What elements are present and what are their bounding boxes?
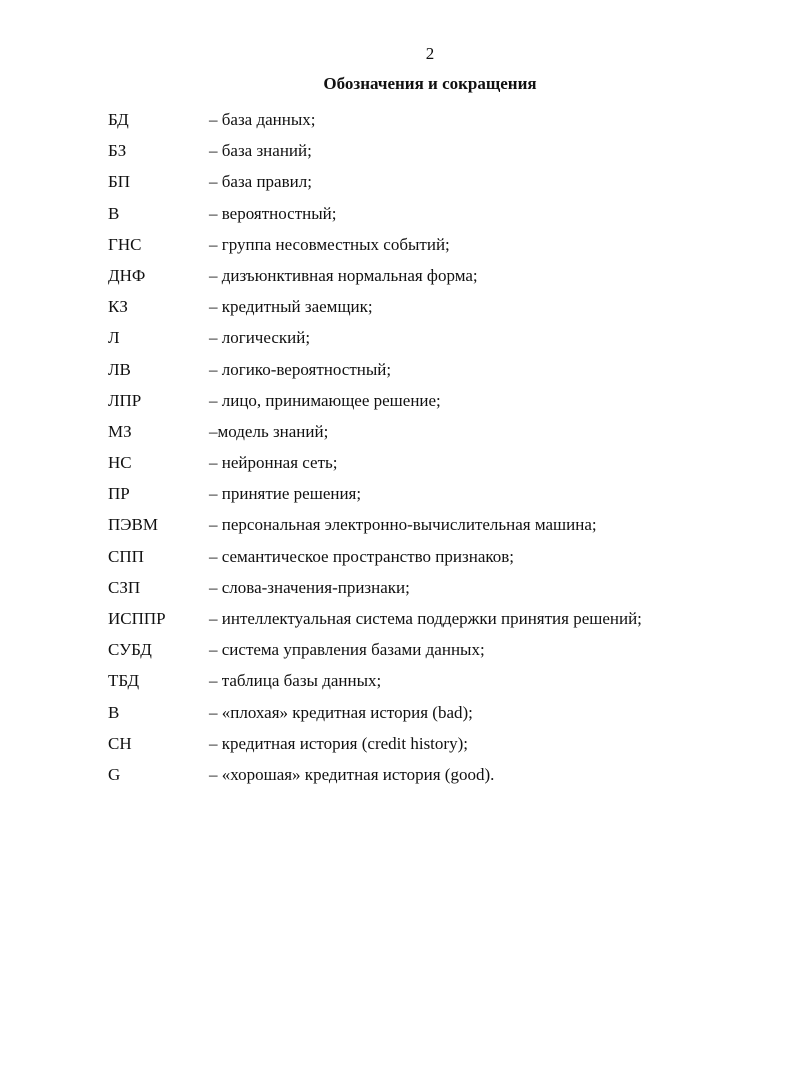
abbreviation-definition: – дизъюнктивная нормальная форма; (209, 265, 478, 285)
abbreviation-definition: – система управления базами данных; (209, 640, 485, 660)
abbreviation-row-spp (0, 541, 792, 572)
abbreviation-term: B (108, 702, 120, 722)
abbreviation-term: БП (108, 172, 131, 192)
abbreviation-row-bp (0, 166, 792, 197)
abbreviation-definition: – лицо, принимающее решение; (209, 390, 441, 410)
abbreviation-row-isppr (0, 603, 792, 634)
abbreviation-definition: –модель знаний; (209, 421, 329, 441)
abbreviation-term: ПЭВМ (108, 515, 158, 535)
abbreviation-term: Л (108, 328, 120, 348)
abbreviation-row-lv (0, 354, 792, 385)
abbreviation-row-lpr (0, 385, 792, 416)
abbreviation-definition: – «плохая» кредитная история (bad); (209, 702, 473, 722)
abbreviation-term: БД (108, 110, 129, 129)
abbreviation-definition: – кредитная история (credit history); (209, 733, 468, 753)
abbreviation-row-b (0, 697, 792, 728)
abbreviation-term: МЗ (108, 421, 132, 441)
abbreviation-term: ЛПР (108, 390, 142, 410)
abbreviation-definition: – логический; (209, 328, 311, 348)
abbreviation-row-mz (0, 416, 792, 447)
abbreviation-definition: – база данных; (209, 110, 316, 129)
abbreviation-term: СПП (108, 546, 144, 566)
abbreviation-row-tbd (0, 665, 792, 696)
abbreviation-term: СУБД (108, 640, 152, 660)
abbreviation-row-subd (0, 634, 792, 665)
abbreviation-term: G (108, 764, 121, 784)
abbreviation-definition: – слова-значения-признаки; (209, 577, 410, 597)
abbreviation-definition: – персональная электронно-вычислительная машина; (209, 515, 597, 535)
abbreviation-definition: – база знаний; (209, 141, 312, 161)
abbreviation-definition: – семантическое пространство признаков; (209, 546, 515, 566)
abbreviation-term: В (108, 203, 120, 223)
abbreviation-term: ТБД (108, 671, 140, 691)
abbreviation-row-bz (0, 135, 792, 166)
abbreviation-term: ПР (108, 484, 130, 504)
abbreviation-term: ГНС (108, 234, 142, 254)
abbreviation-term: БЗ (108, 141, 127, 161)
abbreviation-row-pr (0, 478, 792, 509)
abbreviation-row-bd (0, 104, 792, 135)
abbreviation-row-v (0, 198, 792, 229)
abbreviation-term: CH (108, 733, 132, 753)
abbreviation-definition: – база правил; (209, 172, 312, 192)
abbreviation-list (0, 104, 792, 790)
abbreviation-row-pevm (0, 509, 792, 540)
page-title: Обозначения и сокращения (323, 74, 537, 93)
abbreviation-definition: – нейронная сеть; (209, 453, 338, 473)
abbreviation-definition: – кредитный заемщик; (209, 297, 373, 317)
abbreviation-definition: – логико-вероятностный; (209, 359, 392, 379)
abbreviation-term: ДНФ (108, 265, 146, 285)
abbreviation-row-ch (0, 728, 792, 759)
abbreviation-row-szp (0, 572, 792, 603)
abbreviation-row-gns (0, 229, 792, 260)
abbreviation-term: СЗП (108, 577, 141, 597)
abbreviation-definition: – интеллектуальная система поддержки принятия решений; (209, 609, 642, 628)
abbreviation-definition: – «хорошая» кредитная история (good). (209, 764, 495, 784)
abbreviation-row-dnf (0, 260, 792, 291)
abbreviation-definition: – вероятностный; (209, 203, 337, 223)
page-number: 2 (425, 44, 435, 63)
abbreviation-row-l (0, 322, 792, 353)
abbreviation-term: ЛВ (108, 359, 131, 379)
abbreviation-definition: – группа несовместных событий; (209, 234, 450, 254)
abbreviation-definition: – таблица базы данных; (209, 671, 382, 691)
abbreviation-row-g (0, 759, 792, 790)
abbreviation-term: НС (108, 453, 132, 473)
abbreviation-row-kz (0, 291, 792, 322)
abbreviation-definition: – принятие решения; (209, 484, 362, 504)
abbreviation-term: ИСППР (108, 609, 166, 628)
abbreviation-row-ns (0, 447, 792, 478)
abbreviation-term: КЗ (108, 297, 128, 317)
